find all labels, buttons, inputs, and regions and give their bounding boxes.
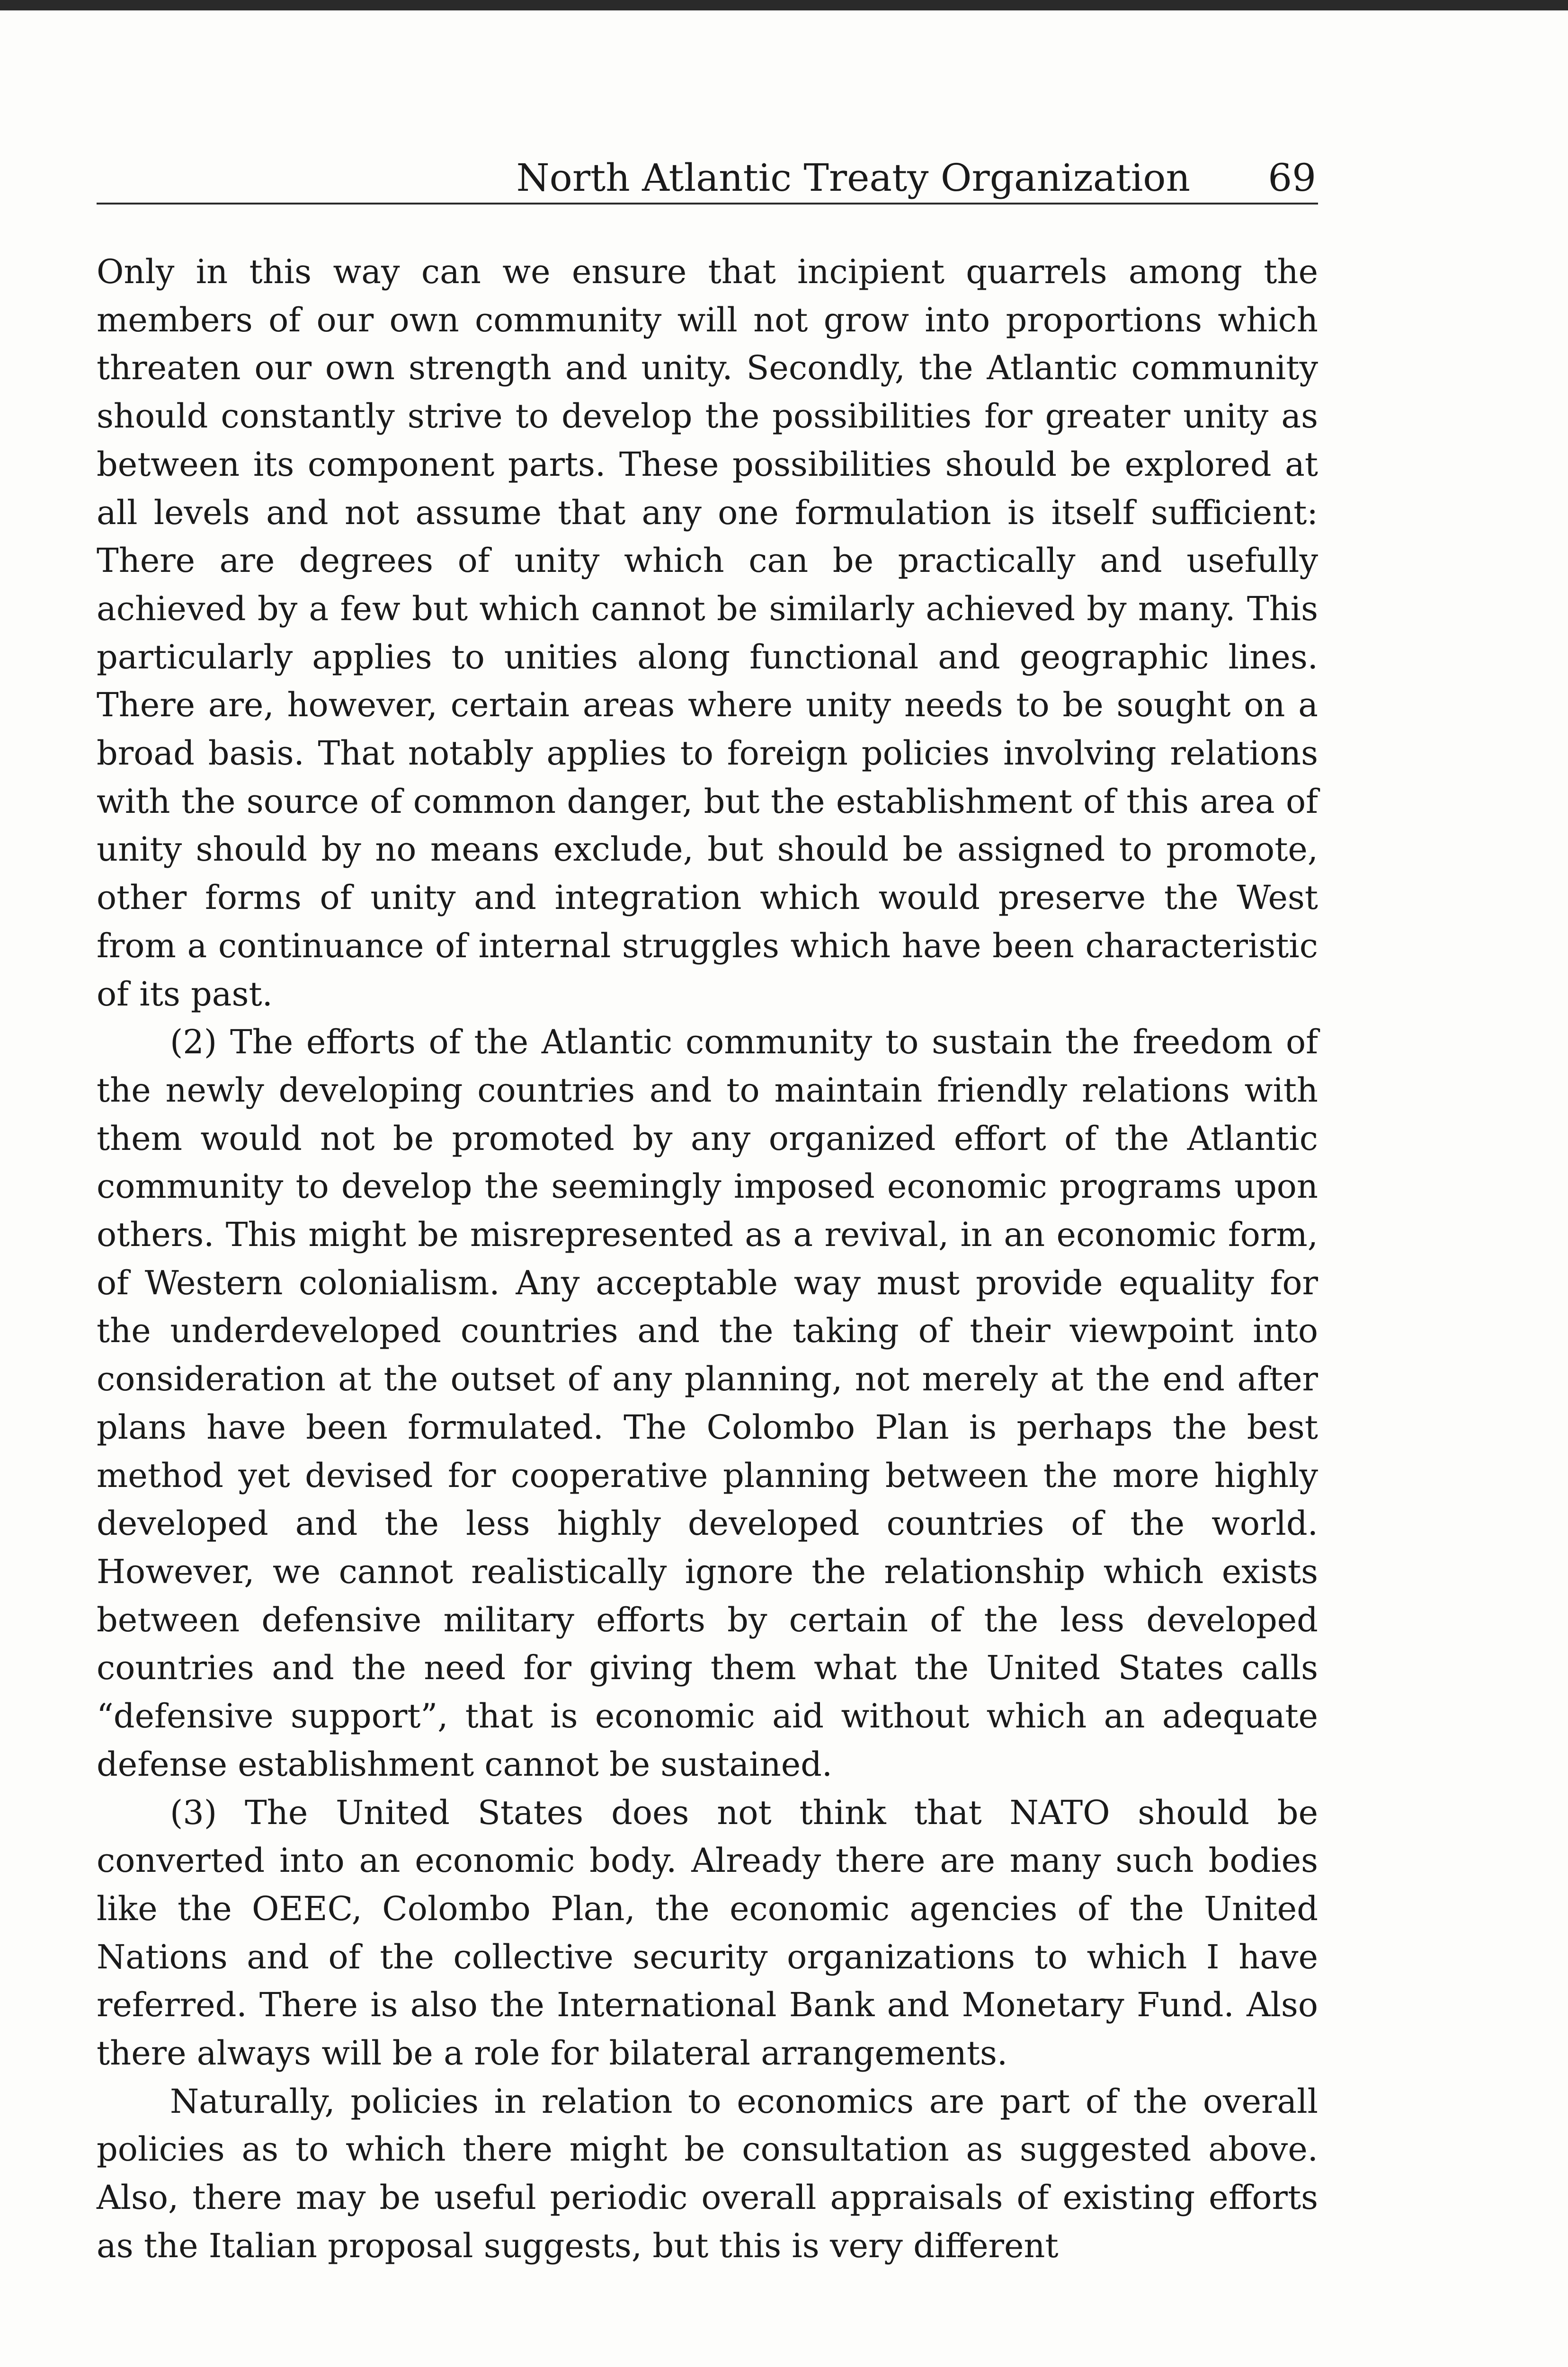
running-header — [97, 142, 1318, 205]
paragraph-economics: Naturally, policies in relation to economics are part of the overall policies as to which there might be consultation as suggested above. Also, there may be useful periodic overall appraisals of existing efforts as the Italian proposal suggests, but this is very different — [97, 2082, 1318, 2265]
paragraph-point-2: (2) The efforts of the Atlantic community to sustain the freedom of the newly developing countries and to maintain friendly relations with them would not be promoted by any organized effort of the Atlantic community to develop the seemingly imposed economic programs upon others. This might be misrepresented as a revival, in an economic form, of Western colonialism. Any acceptable way must provide equality for the underdeveloped countries and the taking of their viewpoint into consideration at the outset of any planning, not merely at the end after plans have been formulated. The Colombo Plan is perhaps the best method yet devised for cooperative planning between the more highly developed and the less highly developed countries of the world. However, we cannot realistically ignore the relationship which exists between defensive military efforts by certain of the less developed countries and the need for giving them what the United States calls “defensive support”, that is economic aid without which an adequate defense establishment cannot be sustained. — [97, 1023, 1318, 1784]
paragraph-continued: Only in this way can we ensure that incipient quarrels among the members of our own community will not grow into proportions which threaten our own strength and unity. Secondly, the Atlantic community should constantly strive to develop the possibilities for greater unity as between its component parts. These possibilities should be explored at all levels and not assume that any one formulation is itself sufficient: There are degrees of unity which can be practically and usefully achieved by a few but which cannot be similarly achieved by many. This particularly applies to unities along functional and geographic lines. There are, however, certain areas where unity needs to be sought on a broad basis. That notably applies to foreign policies involving relations with the source of common danger, but the establishment of this area of unity should by no means exclude, but should be assigned to promote, other forms of unity and integration which would preserve the West from a continuance of internal struggles which have been characteristic of its past. — [97, 252, 1318, 1014]
paragraph-point-3: (3) The United States does not think that NATO should be converted into an economic body. Already there are many such bodies like the OEEC, Colombo Plan, the economic agencies of the United Nations and of the collective security organizations to which I have referred. There is also the International Bank and Monetary Fund. Also there always will be a role for bilateral arrangements. — [97, 1793, 1318, 2073]
body-text — [97, 248, 1318, 2270]
book-page — [97, 0, 1318, 2367]
page-number: 69 — [1268, 156, 1316, 200]
running-title: North Atlantic Treaty Organization — [516, 156, 1190, 200]
